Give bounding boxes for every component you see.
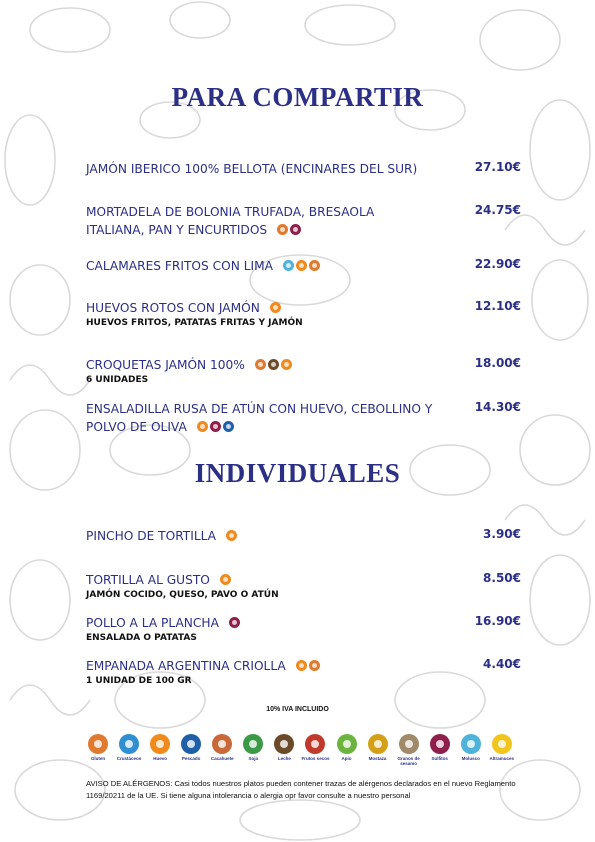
menu-item [86, 614, 521, 645]
item-price: 12.10€ [474, 299, 521, 313]
item-price: 16.90€ [474, 614, 521, 628]
legend-label: Pescado [181, 756, 201, 761]
item-name-text: ENSALADILLA RUSA DE ATÚN CON HUEVO, CEBOLLINO Y POLVO DE OLIVA [86, 402, 433, 434]
legend-item-apio [333, 734, 361, 766]
menu-item [86, 160, 521, 178]
huevo-icon [197, 421, 208, 432]
huevo-icon [270, 302, 281, 313]
item-name-text: MORTADELA DE BOLONIA TRUFADA, BRESAOLA ITALIANA, PAN Y ENCURTIDOS [86, 205, 375, 237]
legend-item-soja [239, 734, 267, 766]
item-name-text: EMPANADA ARGENTINA CRIOLLA [86, 659, 286, 673]
item-price: 22.90€ [474, 257, 521, 271]
sulfitos-icon [430, 734, 450, 754]
legend-label: Mostaza [368, 756, 387, 761]
huevo-icon [296, 660, 307, 671]
menu-item [86, 356, 521, 387]
item-price: 18.00€ [474, 356, 521, 370]
legend-label: Leche [277, 756, 291, 761]
frutos_secos-icon [305, 734, 325, 754]
legend-label: Molusco [461, 756, 480, 761]
menu-item [86, 571, 521, 602]
item-name-text: CROQUETAS JAMÓN 100% [86, 358, 245, 372]
gluten-icon [309, 260, 320, 271]
huevo-icon [296, 260, 307, 271]
menu-item [86, 203, 521, 239]
cacahuete-icon [212, 734, 232, 754]
legend-label: Huevo [153, 756, 167, 761]
legend-label: Frutos secos [301, 756, 330, 761]
huevo-icon [220, 574, 231, 585]
item-name-text: PINCHO DE TORTILLA [86, 529, 217, 543]
legend-item-leche [270, 734, 298, 766]
legend-item-sesamo [395, 734, 423, 766]
moluscos-icon [283, 260, 294, 271]
legend-item-pescado [177, 734, 205, 766]
menu-item [86, 657, 521, 688]
legend-item-huevo [146, 734, 174, 766]
pescado-icon [181, 734, 201, 754]
gluten-icon [88, 734, 108, 754]
item-name [86, 299, 446, 317]
item-name-text: JAMÓN IBERICO 100% BELLOTA (ENCINARES DEL SUR) [86, 162, 418, 176]
leche-icon [274, 734, 294, 754]
item-price: 27.10€ [474, 160, 521, 174]
gluten-icon [309, 660, 320, 671]
item-name-text: TORTILLA AL GUSTO [86, 573, 210, 587]
menu-item [86, 299, 521, 330]
item-name [86, 203, 416, 239]
moluscos-icon [461, 734, 481, 754]
sulfitos-icon [229, 617, 240, 628]
item-description: JAMÓN COCIDO, QUESO, PAVO O ATÚN [86, 590, 279, 600]
item-name-text: POLLO A LA PLANCHA [86, 616, 219, 630]
pescado-icon [223, 421, 234, 432]
sesamo-icon [399, 734, 419, 754]
menu-item [86, 257, 521, 275]
item-name [86, 160, 446, 178]
legend-label: Soja [248, 756, 259, 761]
item-price: 14.30€ [474, 400, 521, 414]
section-title-compartir: PARA COMPARTIR [171, 82, 424, 112]
legend-item-crustaceos [115, 734, 143, 766]
sulfitos-icon [290, 224, 301, 235]
iva-note: 10% IVA INCLUIDO [266, 706, 329, 713]
item-name [86, 614, 446, 632]
legend-label: Gluten [90, 756, 106, 761]
item-description: 1 UNIDAD DE 100 GR [86, 676, 192, 686]
legend-item-gluten [84, 734, 112, 766]
legend-item-mostaza [364, 734, 392, 766]
menu-item [86, 400, 521, 436]
item-description: ENSALADA O PATATAS [86, 633, 197, 643]
item-price: 24.75€ [474, 203, 521, 217]
legend-label: Granos de sesamo [397, 756, 420, 766]
menu-item [86, 527, 521, 545]
item-price: 8.50€ [483, 571, 521, 585]
altramuces-icon [492, 734, 512, 754]
legend-label: Apio [341, 756, 352, 761]
item-description: HUEVOS FRITOS, PATATAS FRITAS Y JAMÓN [86, 318, 303, 328]
item-name [86, 400, 446, 436]
huevo-icon [150, 734, 170, 754]
item-price: 4.40€ [483, 657, 521, 671]
item-description: 6 UNIDADES [86, 375, 149, 385]
legend-item-sulfitos [426, 734, 454, 766]
legend-label: Sulfitos [431, 756, 448, 761]
item-name-text: CALAMARES FRITOS CON LIMA [86, 259, 273, 273]
legend-label: Crustáceos [116, 756, 142, 761]
item-price: 3.90€ [483, 527, 521, 541]
huevo-icon [281, 359, 292, 370]
sulfitos-icon [210, 421, 221, 432]
item-name [86, 527, 446, 545]
leche-icon [268, 359, 279, 370]
section-title-individuales: INDIVIDUALES [194, 458, 401, 488]
gluten-icon [277, 224, 288, 235]
gluten-icon [255, 359, 266, 370]
item-name [86, 571, 446, 589]
huevo-icon [226, 530, 237, 541]
legend-item-cacahuete [208, 734, 236, 766]
legend-item-frutos_secos [301, 734, 329, 766]
crustaceos-icon [119, 734, 139, 754]
item-name [86, 356, 446, 374]
legend-item-moluscos [457, 734, 485, 766]
item-name [86, 657, 446, 675]
item-name-text: HUEVOS ROTOS CON JAMÓN [86, 301, 260, 315]
item-name [86, 257, 446, 275]
legend-label: Cacahuete [210, 756, 234, 761]
legend-label: Altramuces [489, 756, 515, 761]
mostaza-icon [368, 734, 388, 754]
allergen-warning: AVISO DE ALÉRGENOS: Casi todos nuestros platos pueden contener trazas de alérgenos declarados en el nuevo Reglamento 1169/20211 de la UE. Si tiene alguna intolerancia o alergia opr favor consulte a nuestro personal [86, 779, 516, 800]
allergen-legend [84, 734, 516, 766]
apio-icon [337, 734, 357, 754]
legend-item-altramuces [488, 734, 516, 766]
soja-icon [243, 734, 263, 754]
